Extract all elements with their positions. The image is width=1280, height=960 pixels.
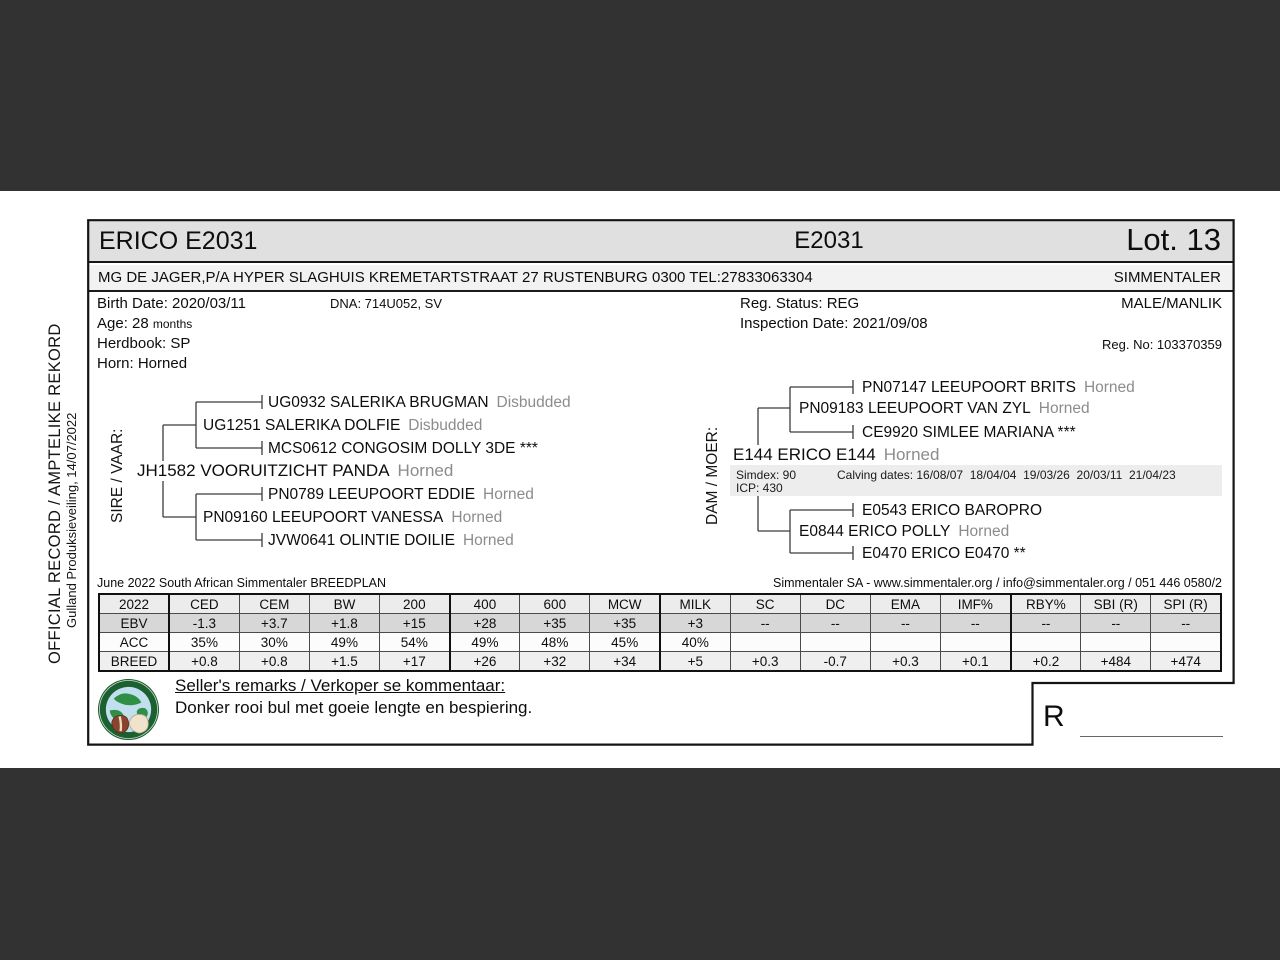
table-cell: +3 [660,614,730,633]
breedplan-source: June 2022 South African Simmentaler BREEDPLAN [97,576,387,590]
remarks-title: Seller's remarks / Verkoper se kommentaar: [175,676,506,695]
pedigree-entry [265,439,549,458]
horn-tag: Horned [958,523,1010,540]
animal-id-name: JH1582 VOORUITZICHT PANDA [137,461,390,480]
pedigree-entry [265,393,574,412]
pedigree-entry [200,508,505,527]
table-cell: +32 [520,652,590,672]
table-cell: +0.2 [1011,652,1081,672]
table-cell: -- [1081,614,1151,633]
pedigree-entry [265,485,537,504]
sire-section-label: SIRE / VAAR: [109,428,126,523]
table-cell [1081,633,1151,652]
table-row [99,652,1221,672]
table-cell: CED [169,594,239,614]
table-cell: +34 [590,652,660,672]
table-row-label: 2022 [99,594,169,614]
reg-status: Reg. Status: REG [740,295,860,312]
table-cell: +26 [450,652,520,672]
horn-tag: Horned [1038,400,1090,417]
animal-id-name: CE9920 SIMLEE MARIANA *** [862,424,1076,441]
catalog-document [87,219,1235,746]
pedigree-entry [859,423,1087,442]
table-row [99,614,1221,633]
table-cell: +5 [660,652,730,672]
table-cell: CEM [239,594,309,614]
table-cell: -- [1151,614,1221,633]
table-cell: 54% [380,633,450,652]
table-cell: MILK [660,594,730,614]
horn-tag: Disbudded [496,394,571,411]
breed-name: SIMMENTALER [1113,269,1221,286]
horn-tag: Horned [462,532,514,549]
simmentaler-logo [97,678,160,741]
age [97,315,192,332]
pedigree-entry [265,531,517,550]
table-cell: +0.3 [870,652,940,672]
animal-id-name: PN09183 LEEUPOORT VAN ZYL [799,400,1031,417]
animal-id-name: UG0932 SALERIKA BRUGMAN [268,394,489,411]
table-cell: MCW [590,594,660,614]
table-cell: +1.8 [309,614,379,633]
table-cell: +1.5 [309,652,379,672]
animal-id-name: E0470 ERICO E0470 ** [862,545,1026,562]
table-cell: RBY% [1011,594,1081,614]
table-cell [1151,633,1221,652]
simdex-value: Simdex: 90 [736,468,797,482]
animal-id-name: E144 ERICO E144 [733,445,876,464]
table-cell: SBI (R) [1081,594,1151,614]
table-row [99,594,1221,614]
table-cell: BW [309,594,379,614]
table-cell: -0.7 [800,652,870,672]
table-cell: 200 [380,594,450,614]
table-cell: +0.1 [941,652,1011,672]
animal-id-name: E0543 ERICO BAROPRO [862,502,1043,519]
pedigree-entry [859,378,1138,397]
dna-info: DNA: 714U052, SV [330,296,443,311]
lot-number: Lot. 13 [1126,222,1221,257]
table-cell: 49% [309,633,379,652]
table-row-label: BREED [99,652,169,672]
remarks-body: Donker rooi bul met goeie lengte en bespiering. [175,698,533,717]
animal-id-name: JVW0641 OLINTIE DOILIE [268,532,455,549]
table-cell: +3.7 [239,614,309,633]
horn-status: Horn: Horned [97,355,188,372]
pedigree-entry [859,544,1037,563]
table-cell: 40% [660,633,730,652]
horn-tag: Disbudded [408,417,483,434]
table-cell: -- [870,614,940,633]
birth-date: Birth Date: 2020/03/11 [97,295,246,312]
table-cell: 49% [450,633,520,652]
pedigree-entry [200,416,485,435]
table-cell: -1.3 [169,614,239,633]
table-cell: +35 [520,614,590,633]
table-cell: +474 [1151,652,1221,672]
table-cell: 48% [520,633,590,652]
age-value: Age: 28 [97,315,149,332]
calving-dates: Calving dates: 16/08/07 18/04/04 19/03/26 20/03/11 21/04/23 [837,468,1176,482]
table-cell [1011,633,1081,652]
price-fill-in-line [1080,736,1223,737]
table-cell: DC [800,594,870,614]
price-currency-symbol: R [1043,700,1065,733]
herdbook: Herdbook: SP [97,335,191,352]
animal-id-name: E0844 ERICO POLLY [799,523,951,540]
animal-id-name: PN0789 LEEUPOORT EDDIE [268,486,476,503]
table-cell: +35 [590,614,660,633]
inspection-date: Inspection Date: 2021/09/08 [740,315,928,332]
table-cell [730,633,800,652]
icp-value: ICP: 430 [736,481,783,495]
breedplan-table [98,593,1222,672]
owner-address: MG DE JAGER,P/A HYPER SLAGHUIS KREMETARTSTRAAT 27 RUSTENBURG 0300 TEL:27833063304 [98,269,813,286]
table-cell: +0.8 [169,652,239,672]
table-cell: IMF% [941,594,1011,614]
horn-tag: Horned [451,509,503,526]
pedigree-entry-dam [730,445,942,465]
table-cell: +0.3 [730,652,800,672]
pedigree-entry-sire [134,461,456,481]
table-cell: +28 [450,614,520,633]
table-cell: -- [730,614,800,633]
table-cell: 45% [590,633,660,652]
table-cell: +484 [1081,652,1151,672]
horn-tag: Horned [397,461,454,480]
table-cell: +0.8 [239,652,309,672]
sale-info-label: Gulland Produksieveiling, 14/07/2022 [64,412,79,628]
pedigree-entry [796,522,1012,541]
animal-id: E2031 [794,227,864,254]
table-row-label: ACC [99,633,169,652]
table-cell: 600 [520,594,590,614]
breedplan-contact: Simmentaler SA - www.simmentaler.org / info@simmentaler.org / 051 446 0580/2 [772,576,1222,590]
table-cell: 400 [450,594,520,614]
dam-section-label: DAM / MOER: [704,426,721,525]
table-cell: SPI (R) [1151,594,1221,614]
reg-number: Reg. No: 103370359 [1102,337,1222,352]
table-row-label: EBV [99,614,169,633]
animal-id-name: UG1251 SALERIKA DOLFIE [203,417,401,434]
horn-tag: Horned [1083,379,1135,396]
table-cell: -- [1011,614,1081,633]
table-cell: SC [730,594,800,614]
age-unit: months [152,317,193,331]
table-cell [870,633,940,652]
table-cell: +15 [380,614,450,633]
table-cell: EMA [870,594,940,614]
table-cell: -- [941,614,1011,633]
official-record-label: OFFICIAL RECORD / AMPTELIKE REKORD [46,323,64,664]
table-cell [800,633,870,652]
horn-tag: Horned [483,486,534,503]
table-cell: -- [800,614,870,633]
pedigree-entry [859,501,1053,520]
animal-id-name: PN07147 LEEUPOORT BRITS [862,379,1076,396]
table-cell: 35% [169,633,239,652]
sex: MALE/MANLIK [1121,295,1222,312]
table-cell [941,633,1011,652]
animal-id-name: MCS0612 CONGOSIM DOLLY 3DE *** [268,440,538,457]
pedigree-entry [796,399,1093,418]
table-cell: 30% [239,633,309,652]
animal-name: ERICO E2031 [99,227,258,255]
animal-id-name: PN09160 LEEUPOORT VANESSA [203,509,444,526]
table-row [99,633,1221,652]
horn-tag: Horned [883,445,940,464]
table-cell: +17 [380,652,450,672]
dam-stats-band [730,465,1222,496]
